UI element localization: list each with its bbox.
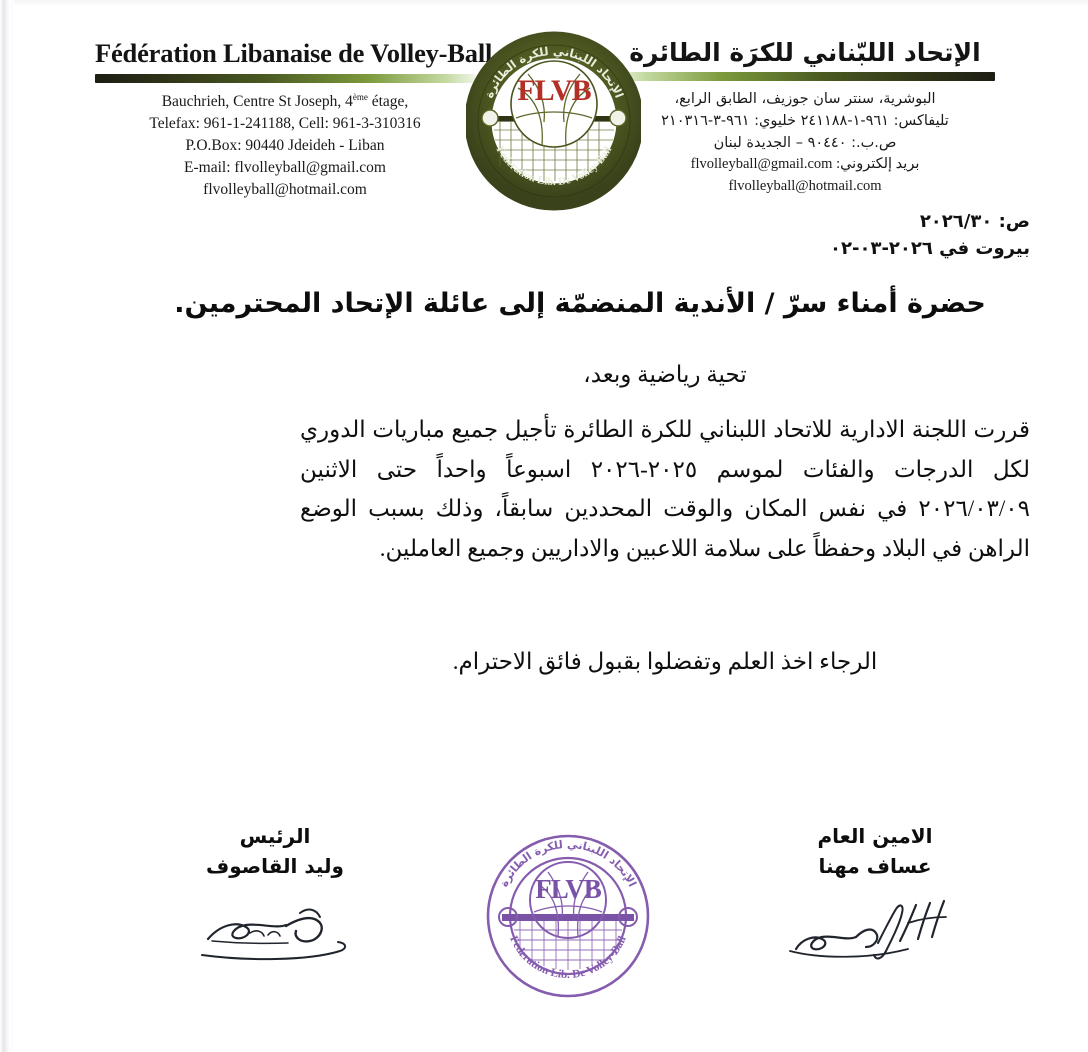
signature-block-president <box>140 822 410 969</box>
email-line-ar-1: بريد إلكتروني: flvolleyball@gmail.com <box>690 156 920 173</box>
letterhead-rule-right <box>615 72 995 81</box>
email-line-ar-2: flvolleyball@hotmail.com <box>728 178 882 194</box>
address-line-ar-3: ص.ب.: ٩٠٤٤٠ – الجديدة لبنان <box>713 134 897 151</box>
president-role: الرئيس <box>239 824 311 848</box>
address-line-ar-2: تليفاكس: ٩٦١-١-٢٤١١٨٨ خليوي: ٩٦١-٣-٢١٠٣١٦ <box>661 112 949 129</box>
official-stamp-icon <box>480 826 655 1001</box>
reference-number: ص: ٢٠٢٦/٣٠ <box>919 211 1030 232</box>
place-and-date: بيروت في ٢٠٢٦-٠٣-٠٢ <box>829 238 1030 259</box>
svg-text:الإتحاد اللبناني للكرة الطائرة: الإتحاد اللبناني للكرة الطائرة <box>481 43 627 100</box>
svg-text:FLVB: FLVB <box>535 874 601 904</box>
letterhead-right-contact <box>615 89 995 198</box>
address-line-1: Bauchrieh, Centre St Joseph, 4ème étage, <box>161 92 409 111</box>
svg-text:Federation Lib. De Volley-Ball: Federation Lib. De Volley-Ball <box>507 934 629 982</box>
secretary-general-signature-mark <box>740 895 1010 969</box>
letterhead <box>0 12 1088 207</box>
closing-line: الرجاء اخذ العلم وتفضلوا بقبول فائق الاحترام. <box>452 649 878 675</box>
letterhead-rule-left <box>95 74 475 83</box>
federation-logo-icon <box>466 26 641 211</box>
letterhead-right-arabic <box>615 38 995 198</box>
svg-text:FLVB: FLVB <box>517 74 591 107</box>
svg-text:Federation Lib. De Volley-Ball: Federation Lib. De Volley-Ball <box>493 144 615 189</box>
body-paragraph: قررت اللجنة الادارية للاتحاد اللبناني للكرة الطائرة تأجيل جميع مباريات الدوري لكل الدرجات والفئات لموسم ٢٠٢٥-٢٠٢٦ اسبوعاً واحداً حتى الاثنين ٢٠٢٦/٠٣/٠٩ في نفس المكان والوقت المحددين سابقاً، وذلك بسبب الوضع الراهن في البلاد وحفظاً على سلامة اللاعبين والاداريين وجميع العاملين. <box>300 417 1030 561</box>
email-line-1: E-mail: flvolleyball@gmail.com <box>184 159 386 177</box>
page-title: حضرة أمناء سرّ / الأندية المنضمّة إلى عائلة الإتحاد المحترمين. <box>174 288 986 319</box>
president-name: وليد القاصوف <box>206 854 344 878</box>
greeting-line: تحية رياضية وبعد، <box>583 362 747 387</box>
svg-text:الإتحاد اللبناني للكرة الطائرة: الإتحاد اللبناني للكرة الطائرة <box>497 837 639 890</box>
organization-name-arabic: الإتحاد اللبّناني للكرَة الطائرة <box>629 38 981 67</box>
organization-name-french: Fédération Libanaise de Volley-Ball <box>95 38 493 68</box>
letterhead-left-french <box>95 38 493 201</box>
address-line-ar-1: البوشرية، سنتر سان جوزيف، الطابق الرابع، <box>674 91 936 107</box>
address-line-3: P.O.Box: 90440 Jdeideh - Liban <box>185 137 385 155</box>
address-line-2: Telefax: 961-1-241188, Cell: 961-3-310316 <box>149 115 421 133</box>
president-signature-mark <box>140 895 410 969</box>
letter-body <box>300 362 1030 681</box>
email-line-2: flvolleyball@hotmail.com <box>203 181 367 199</box>
reference-block <box>830 208 1030 262</box>
letterhead-left-contact <box>95 91 475 201</box>
secretary-general-name: عساف مهنا <box>818 854 932 878</box>
signature-block-secretary-general <box>740 822 1010 969</box>
secretary-general-role: الامين العام <box>817 824 933 848</box>
